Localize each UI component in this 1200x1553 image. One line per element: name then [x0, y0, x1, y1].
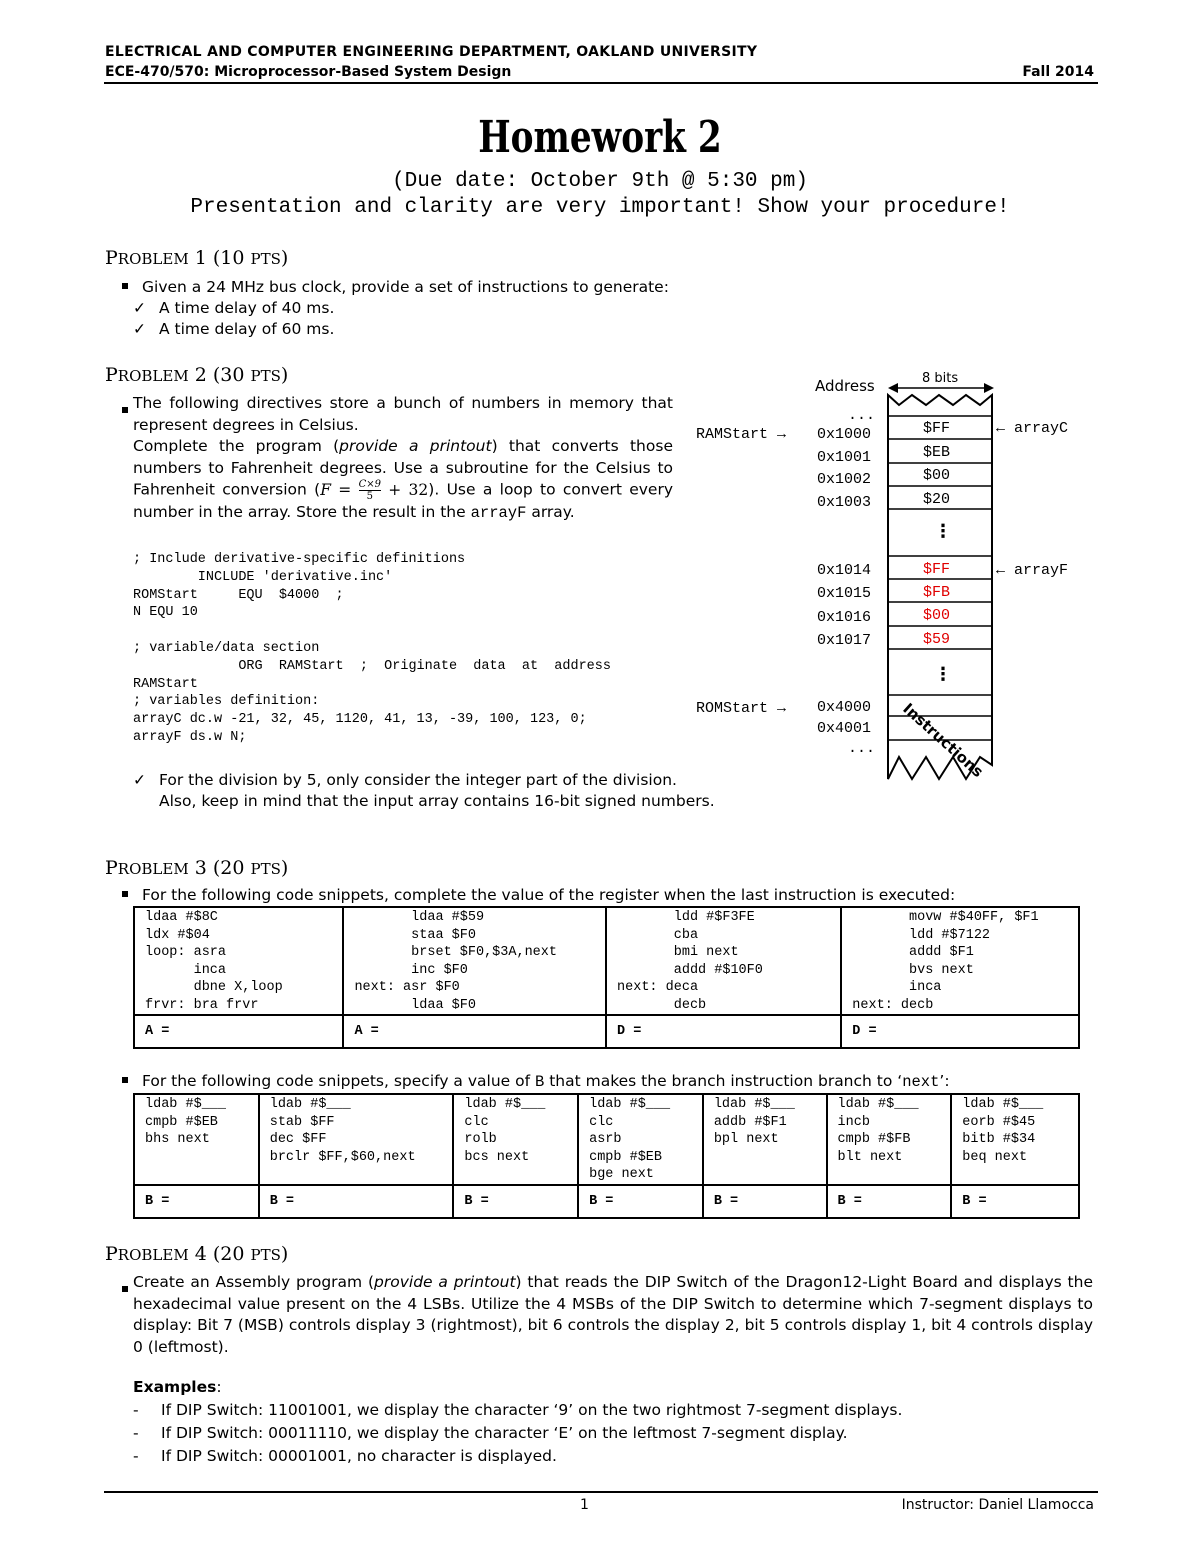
memory-value-red: $FF [923, 561, 951, 578]
branch-table [133, 1093, 1080, 1219]
problem1-title: PROBLEM 1 (10 PTS) [105, 247, 289, 269]
answer-cell[interactable]: B = [578, 1185, 703, 1218]
example-item: - If DIP Switch: 00011110, we display the character ‘E’ on the leftmost 7-segment display. [133, 1424, 848, 1442]
address: 0x1015 [817, 585, 872, 602]
code-snippet: movw #$40FF, $F1 ldd #$7122 addd $F1 bvs next inca next: decb [841, 907, 1079, 1015]
address: 0x1002 [817, 471, 872, 488]
ramstart-label: RAMStart → [696, 426, 787, 443]
memory-value: $EB [923, 444, 951, 461]
address: 0x4001 [817, 720, 872, 737]
example-item: - If DIP Switch: 00001001, no character is displayed. [133, 1447, 557, 1465]
answer-cell[interactable]: A = [343, 1015, 606, 1048]
memory-value: $00 [923, 467, 951, 484]
address: 0x1016 [817, 609, 872, 626]
bullet-icon [122, 283, 128, 289]
answer-cell[interactable]: A = [134, 1015, 343, 1048]
problem3-title: PROBLEM 3 (20 PTS) [105, 857, 289, 879]
romstart-label: ROMStart → [696, 700, 787, 717]
code-snippet: ldab #$___ clc asrb cmpb #$EB bge next [578, 1094, 703, 1185]
problem2-para2: Complete the program (provide a printout) that converts those numbers to Fahrenheit degrees. Use a subroutine for the Celsius to Fahrenheit conversion (F = $\frac{C\times 9}{5}$ + 32). Use a loop to convert every number in the array. Store the result in the arrayF array. [133, 437, 673, 522]
check-icon: ✓ [133, 771, 146, 789]
code-snippet: ldab #$___ incb cmpb #$FB blt next [827, 1094, 952, 1185]
presentation-note: Presentation and clarity are very important! Show your procedure! [190, 196, 1010, 219]
page-number: 1 [580, 1497, 589, 1513]
problem2-para1: The following directives store a bunch of numbers in memory that represent degrees in Celsius. [133, 394, 673, 434]
register-table [133, 906, 1080, 1049]
bullet-icon [122, 1077, 128, 1083]
ellipsis-icon: ⋮ [934, 664, 952, 685]
arrayF-label: ← arrayF [996, 562, 1069, 579]
problem2-title: PROBLEM 2 (30 PTS) [105, 364, 289, 386]
arrayC-label: ← arrayC [996, 420, 1069, 437]
header-rule [104, 82, 1098, 84]
check-icon: ✓ [133, 320, 146, 338]
memory-diagram [690, 365, 1100, 795]
code-snippet: ldd #$F3FE cba bmi next addd #$10F0 next: deca decb [606, 907, 841, 1015]
department-header: ELECTRICAL AND COMPUTER ENGINEERING DEPARTMENT, OAKLAND UNIVERSITY [105, 44, 758, 60]
address-label: Address [815, 377, 875, 395]
problem3-bullet1: For the following code snippets, complete the value of the register when the last instruction is executed: [122, 885, 955, 906]
code-snippet: ldab #$___ eorb #$45 bitb #$34 beq next [951, 1094, 1079, 1185]
address: 0x1014 [817, 562, 872, 579]
problem3-bullet2: For the following code snippets, specify a value of B that makes the branch instruction branch to ‘next’: [122, 1071, 950, 1093]
term-header: Fall 2014 [1022, 64, 1094, 80]
address-dots: ... [848, 740, 876, 757]
answer-cell[interactable]: B = [827, 1185, 952, 1218]
memory-value: $FF [923, 420, 951, 437]
formula: F = $\frac{C\times 9}{5}$ + 32 [320, 479, 429, 502]
code-snippet: ldab #$___ stab $FF dec $FF brclr $FF,$60,next [259, 1094, 454, 1185]
answer-cell[interactable]: B = [703, 1185, 827, 1218]
answer-cell[interactable]: B = [259, 1185, 454, 1218]
address: 0x1017 [817, 632, 872, 649]
code-snippet: ldab #$___ addb #$F1 bpl next [703, 1094, 827, 1185]
address: 0x1003 [817, 494, 872, 511]
answer-cell[interactable]: B = [951, 1185, 1079, 1218]
memory-value-red: $FB [923, 584, 951, 601]
problem2-note: Also, keep in mind that the input array contains 16-bit signed numbers. [159, 792, 715, 810]
problem1-bullet: Given a 24 MHz bus clock, provide a set of instructions to generate: [122, 277, 669, 298]
course-header: ECE-470/570: Microprocessor-Based System Design [105, 64, 512, 80]
footer-rule [104, 1491, 1098, 1493]
problem4-description: Create an Assembly program (provide a printout) that reads the DIP Switch of the Dragon12-Light Board and displays the hexadecimal value present on the 4 LSBs. Utilize the 4 MSBs of the DIP Switch to determine which 7-segment displays to display: Bit 7 (MSB) controls display 3 (rightmost), bit 6 controls the display 2, bit 5 controls display 1, bit 4 controls display 0 (leftmost). [133, 1273, 1093, 1356]
code-snippet: ldab #$___ cmpb #$EB bhs next [134, 1094, 259, 1185]
problem2-code: ; Include derivative-specific definitions INCLUDE 'derivative.inc' ROMStart EQU $4000 ; N EQU 10 ; variable/data section ORG RAMStart ; Originate data at address RAMStart ; variables definition: arrayC dc.w -21, 32, 45, 1120, 41, 13, -39, 100, 123, 0; arrayF ds.w N; [133, 552, 611, 745]
ellipsis-icon: ⋮ [934, 521, 952, 542]
problem2-note: ✓ For the division by 5, only consider the integer part of the division. [133, 771, 677, 789]
address-dots: ... [848, 407, 876, 424]
address: 0x1000 [817, 426, 872, 443]
problem1-item: ✓ A time delay of 40 ms. [133, 299, 335, 317]
answer-cell[interactable]: D = [606, 1015, 841, 1048]
bullet-icon [122, 891, 128, 897]
due-date: (Due date: October 9th @ 5:30 pm) [392, 170, 808, 193]
memory-value: $20 [923, 491, 951, 508]
problem2-description [133, 393, 673, 525]
address: 0x1001 [817, 449, 872, 466]
bits-label: 8 bits [922, 371, 959, 386]
problem4-title: PROBLEM 4 (20 PTS) [105, 1243, 289, 1265]
instructions-label: Instructions [899, 699, 987, 781]
code-snippet: ldab #$___ clc rolb bcs next [453, 1094, 578, 1185]
check-icon: ✓ [133, 299, 146, 317]
address: 0x4000 [817, 699, 872, 716]
answer-cell[interactable]: D = [841, 1015, 1079, 1048]
memory-value-red: $59 [923, 631, 951, 648]
problem1-item: ✓ A time delay of 60 ms. [133, 320, 335, 338]
code-snippet: ldaa #$8C ldx #$04 loop: asra inca dbne X,loop frvr: bra frvr [134, 907, 343, 1015]
instructor: Instructor: Daniel Llamocca [901, 1497, 1094, 1513]
answer-cell[interactable]: B = [134, 1185, 259, 1218]
answer-cell[interactable]: B = [453, 1185, 578, 1218]
page-title: Homework 2 [478, 112, 722, 163]
memory-value-red: $00 [923, 607, 951, 624]
code-snippet: ldaa #$59 staa $F0 brset $F0,$3A,next inc $F0 next: asr $F0 ldaa $F0 [343, 907, 606, 1015]
example-item: - If DIP Switch: 11001001, we display the character ‘9’ on the two rightmost 7-segment displays. [133, 1401, 903, 1419]
examples-label: Examples: [133, 1378, 222, 1396]
